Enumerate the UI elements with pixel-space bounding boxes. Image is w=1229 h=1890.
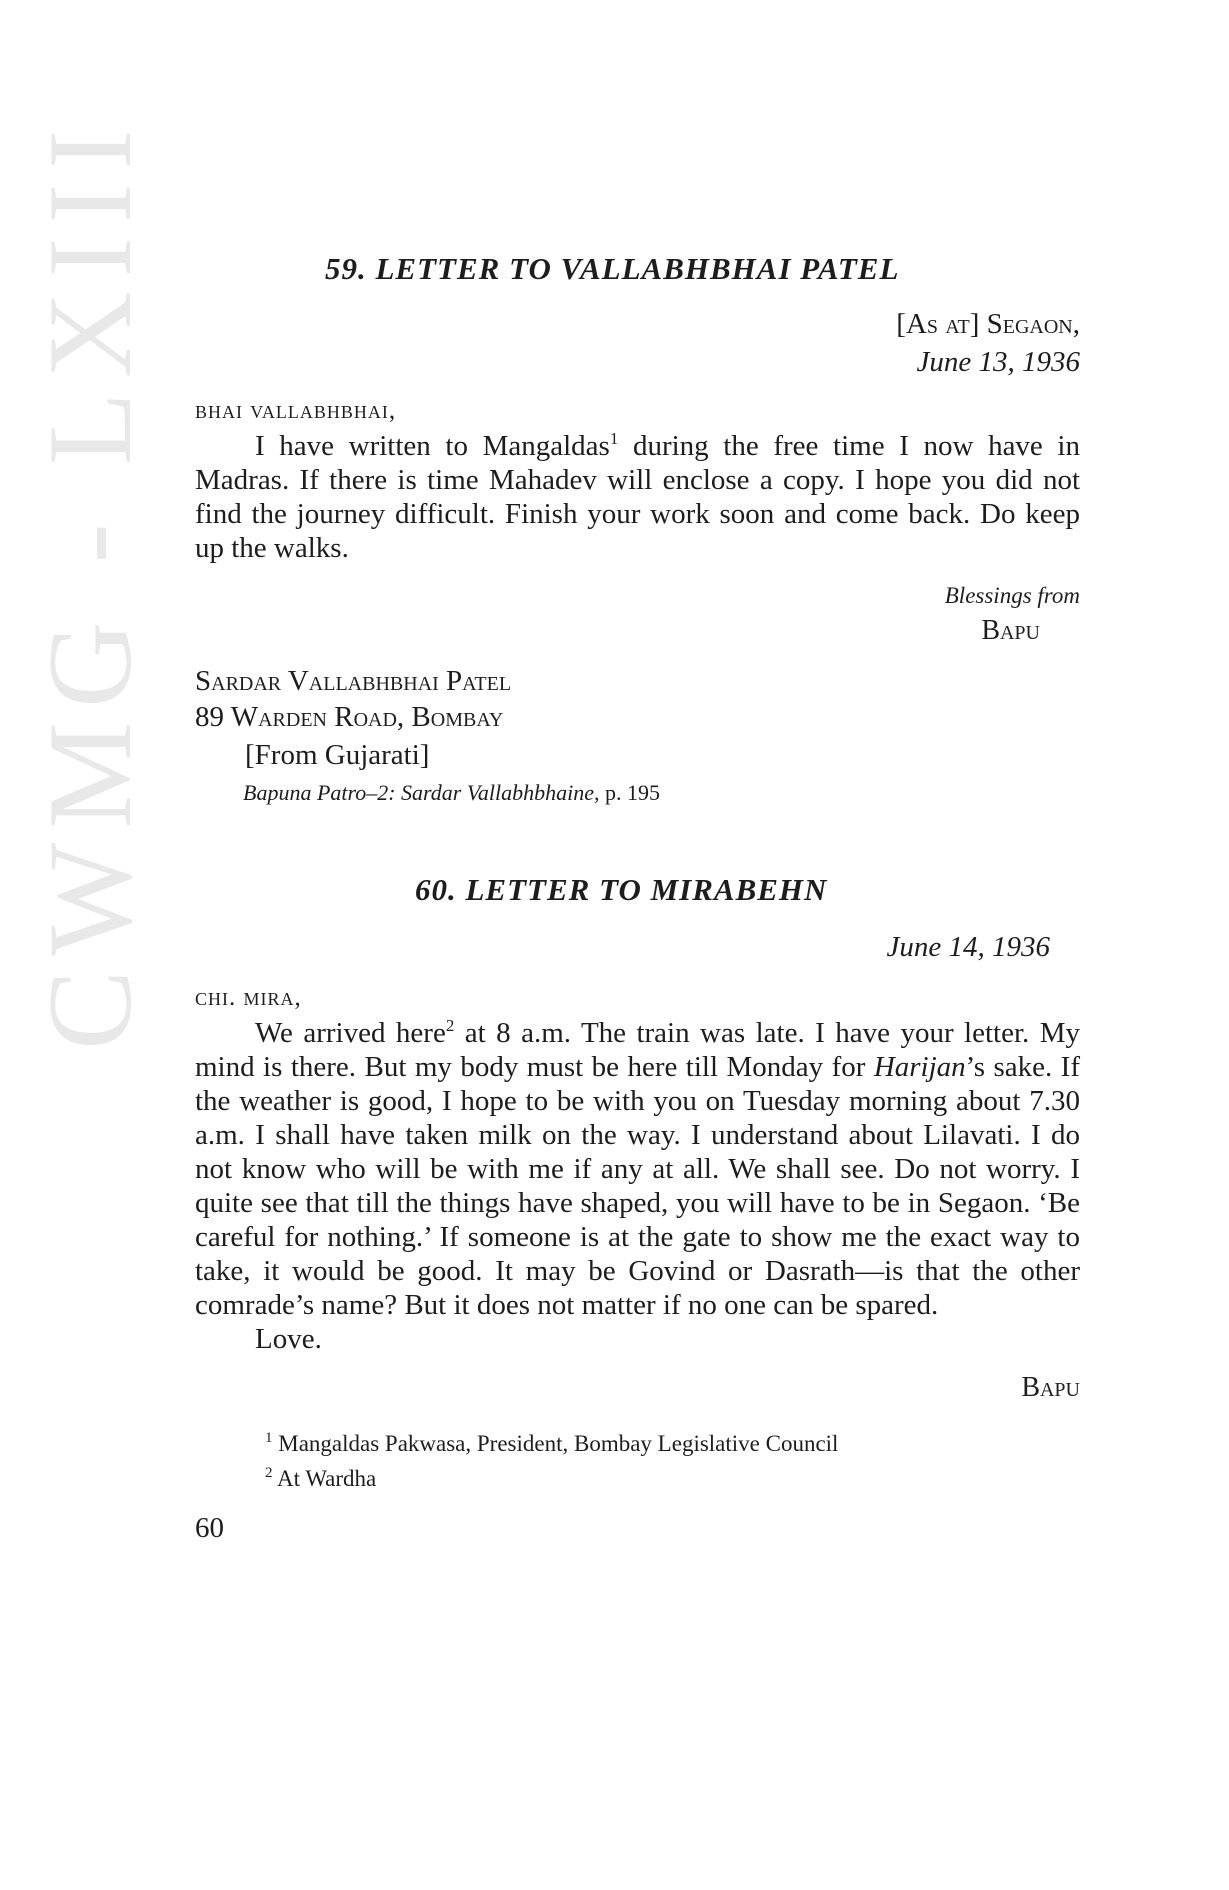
- letter-59-blessing: Blessings from: [944, 583, 1080, 609]
- letter-59-salutation-text: bhai vallabhbhai,: [195, 397, 397, 425]
- letter-59-salutation: [195, 393, 1080, 429]
- letter-60-body-part3: ’s sake. If the weather is good, I hope to be with you on Tuesday morning about 7.30 a.m. I shall have taken milk on the way. I understand about Lilavati. I do not know who will be with me if any at all. We shall see. Do not worry. I quite see that till the things have shaped, you will have to be in Segaon. ‘Be careful for nothing.’ If someone is at the gate to show me the exact way to take, it would be good. It may be Govind or Dasrath—is that the other comrade’s name? But it does not matter if no one can be spared.: [195, 1051, 1080, 1322]
- letter-60-salutation-text: chi. mira,: [195, 984, 302, 1012]
- letter-59-place: [As at] Segaon,: [896, 308, 1080, 341]
- letter-60-dateline: [195, 928, 1080, 966]
- letter-60-date: June 14, 1936: [886, 931, 1050, 964]
- letter-59-address: [195, 663, 1080, 735]
- letter-59-body-part2: during the free time I now have in Madras. If there is time Mahadev will enclose a copy. I hope you did not find the journey difficult. Finish your work soon and come back. Do keep up the walks.: [195, 430, 1080, 565]
- letter-60-body-part1: We arrived here: [255, 1017, 446, 1050]
- spacer: [195, 811, 1080, 871]
- source-page: p. 195: [599, 780, 660, 806]
- footnote-2-num: 2: [265, 1465, 273, 1482]
- letter-60-body: [195, 1016, 1080, 1322]
- footnote-1: [265, 1426, 1080, 1461]
- letter-60-salutation: [195, 980, 1080, 1016]
- footnote-ref-1: 1: [609, 429, 619, 449]
- letter-60-signature: Bapu: [1021, 1372, 1080, 1404]
- letter-60-heading: 60. LETTER TO MIRABEHN: [415, 872, 828, 908]
- letter-59-body: [195, 429, 1080, 565]
- watermark: CWMG - LXIII: [23, 115, 156, 1050]
- letter-59-date: June 13, 1936: [916, 346, 1080, 379]
- page-number: 60: [195, 1512, 224, 1545]
- footnote-1-text: Mangaldas Pakwasa, President, Bombay Legislative Council: [278, 1431, 839, 1457]
- letter-59-signature: Bapu: [981, 615, 1040, 647]
- letter-59-from-note: [From Gujarati]: [245, 739, 430, 772]
- footnotes: [195, 1426, 1080, 1496]
- letter-59-dateline: [195, 305, 1080, 381]
- letter-59-source: [195, 775, 1080, 811]
- document-page: [195, 250, 1080, 1545]
- letter-60-closing-line: [195, 1322, 1080, 1356]
- footnote-ref-2: 2: [445, 1016, 455, 1036]
- letter-60-closing: Love.: [255, 1323, 322, 1356]
- footnote-2: [265, 1461, 1080, 1496]
- footnote-1-num: 1: [265, 1430, 273, 1447]
- letter-60-body-part2: at 8 a.m. The train was late. I have your letter. My mind is there. But my body must be here till Monday for: [195, 1017, 1080, 1084]
- letter-60-body-italic: Harijan: [873, 1051, 966, 1084]
- letter-59-body-part1: I have written to Mangaldas: [255, 430, 610, 463]
- footnote-2-text: At Wardha: [276, 1466, 377, 1492]
- address-line-2: 89 Warden Road, Bombay: [195, 701, 504, 734]
- letter-59-heading: 59. LETTER TO VALLABHBHAI PATEL: [325, 251, 900, 286]
- source-title: Bapuna Patro–2: Sardar Vallabhbhaine,: [243, 780, 600, 806]
- address-line-1: Sardar Vallabhbhai Patel: [195, 665, 512, 698]
